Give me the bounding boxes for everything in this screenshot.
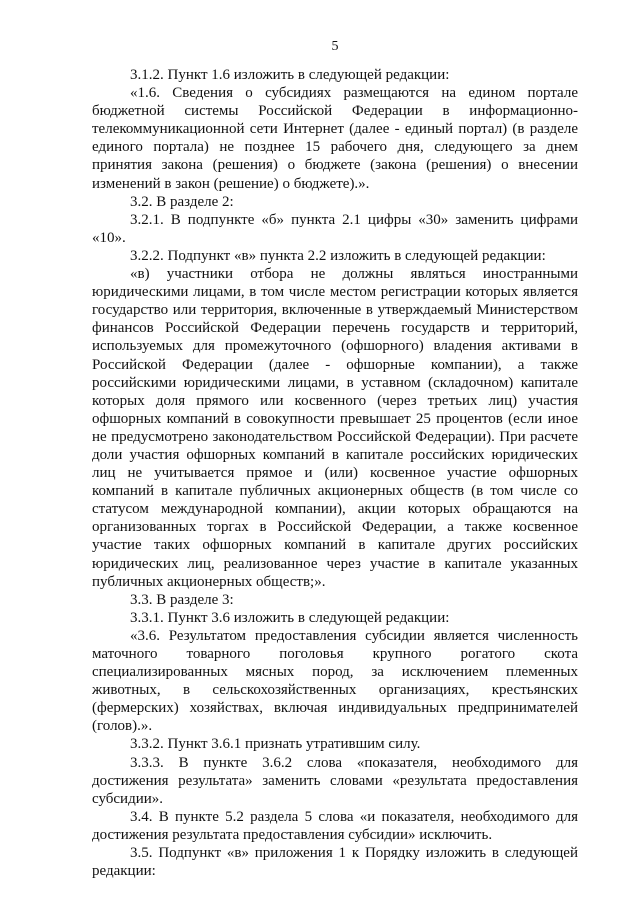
paragraph-3-2: 3.2. В разделе 2: — [130, 193, 234, 210]
page-number: 5 — [331, 39, 339, 54]
paragraph-3-2-1: 3.2.1. В подпункте «б» пункта 2.1 цифры «30» заменить цифрами «10». — [92, 211, 578, 246]
paragraph-3-6-quote: «3.6. Результатом предоставления субсидии является численность маточного товарного поголовья крупного рогатого скота специализированных мясных пород, за исключением племенных животных, в сельскохозяйственных организациях, крестьянских (фермерских) хозяйствах, включая индивидуальных предпринимателей (голов).». — [92, 627, 578, 735]
paragraph-3-4: 3.4. В пункте 5.2 раздела 5 слова «и показателя, необходимого для достижения результата предоставления субсидии» исключить. — [92, 808, 578, 843]
paragraph-3-3: 3.3. В разделе 3: — [130, 591, 234, 608]
paragraph-3-3-2: 3.3.2. Пункт 3.6.1 признать утратившим силу. — [130, 736, 421, 753]
paragraph-3-1-2: 3.1.2. Пункт 1.6 изложить в следующей редакции: — [130, 67, 450, 83]
paragraph-3-3-3: 3.3.3. В пункте 3.6.2 слова «показателя, необходимого для достижения результата» заменить словами «результата предоставления субсидии». — [92, 754, 578, 807]
paragraph-subpoint-v-quote: «в) участники отбора не должны являться иностранными юридическими лицами, в том числе местом регистрации которых является государство или территория, включенные в утверждаемый Министерством финансов Российской Федерации перечень государств и территорий, используемых для промежуточного (офшорного) владения активами в Российской Федерации (далее - офшорные компании), а также российскими юридическими лицами, в уставном (складочном) капитале которых доля прямого или косвенного (через третьих лиц) участия офшорных компаний в совокупности превышает 25 процентов (если иное не предусмотрено законодательством Российской Федерации). При расчете доли участия офшорных компаний в капитале российских юридических лиц не учитывается прямое и (или) косвенное участие офшорных компаний в капитале публичных акционерных обществ (в том числе со статусом международной компании), акции которых обращаются на организованных торгах в Российской Федерации, а также косвенное участие таких офшорных компаний в капитале других российских юридических лиц, реализованное через участие в капитале указанных публичных акционерных обществ;». — [92, 266, 578, 590]
paragraph-1-6-quote: «1.6. Сведения о субсидиях размещаются на едином портале бюджетной системы Российской Федерации в информационно-телекоммуникационной сети Интернет (далее - единый портал) (в разделе единого портала) не позднее 15 рабочего дня, следующего за днем принятия закона (решения) о бюджете (закона (решения) о внесении изменений в закон (решение) о бюджете).». — [92, 85, 578, 192]
paragraph-3-5: 3.5. Подпункт «в» приложения 1 к Порядку изложить в следующей редакции: — [92, 845, 578, 880]
document-body — [92, 66, 578, 880]
paragraph-3-2-2: 3.2.2. Подпункт «в» пункта 2.2 изложить в следующей редакции: — [130, 247, 546, 264]
paragraph-3-3-1: 3.3.1. Пункт 3.6 изложить в следующей редакции: — [130, 609, 450, 626]
